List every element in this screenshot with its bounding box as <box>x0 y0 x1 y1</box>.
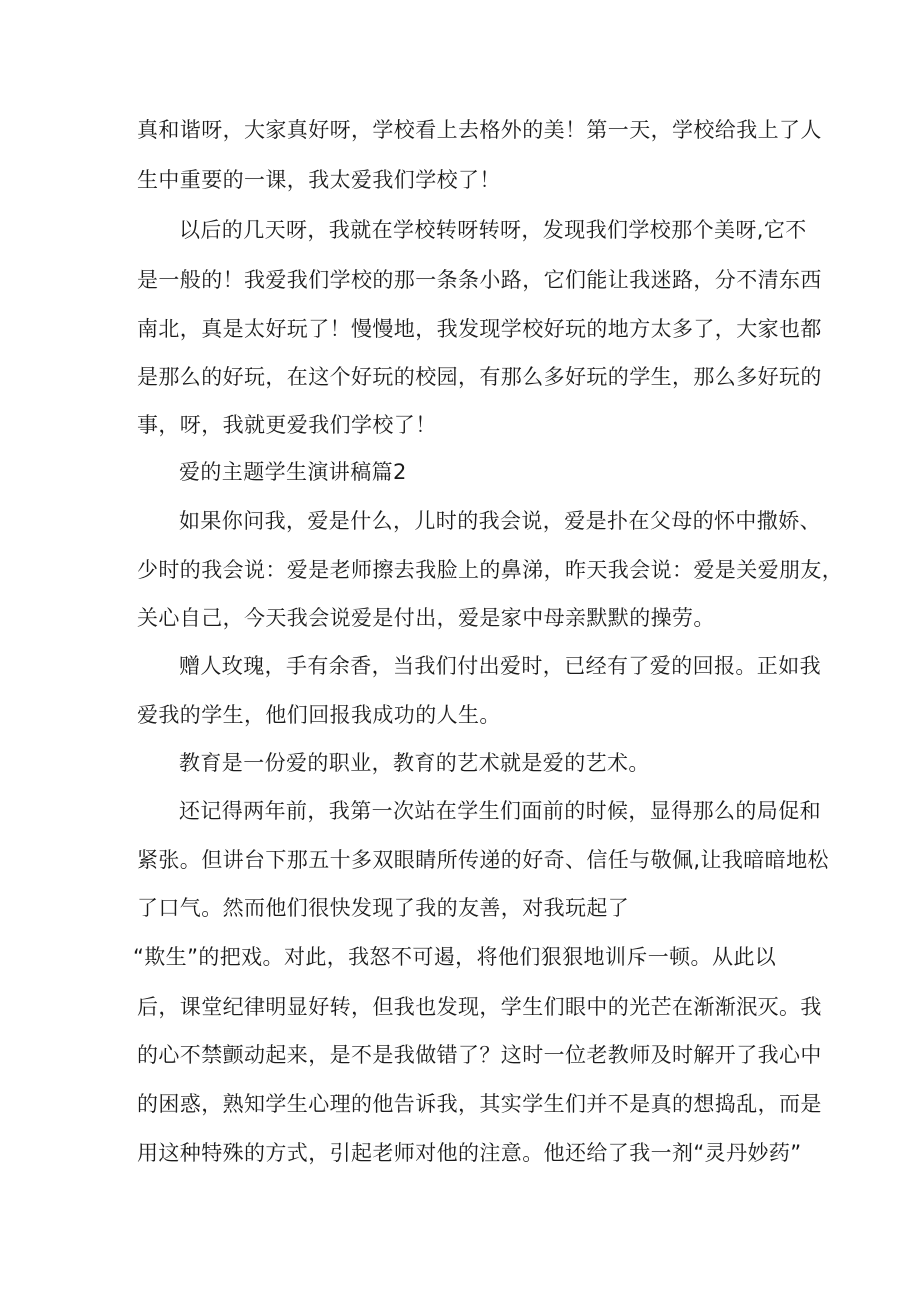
text-line: 用这种特殊的方式，引起老师对他的注意。他还给了我一剂“灵丹妙药” <box>137 1141 802 1165</box>
text-line: 紧张。但讲台下那五十多双眼睛所传递的好奇、信任与敬佩,让我暗暗地松 <box>137 848 829 872</box>
text-line: 关心自己，今天我会说爱是付出，爱是家中母亲默默的操劳。 <box>137 606 715 630</box>
text-line: 的心不禁颤动起来，是不是我做错了？这时一位老教师及时解开了我心中 <box>137 1043 822 1067</box>
text-line: 少时的我会说：爱是老师擦去我脸上的鼻涕，昨天我会说：爱是关爱朋友， <box>137 558 844 582</box>
text-line: 的困惑，熟知学生心理的他告诉我，其实学生们并不是真的想捣乱，而是 <box>137 1092 822 1116</box>
text-line: “欺生”的把戏。对此，我怒不可遏，将他们狠狠地训斥一顿。从此以 <box>133 945 777 969</box>
text-line: 事，呀，我就更爱我们学校了！ <box>137 413 437 437</box>
text-line: 生中重要的一课，我太爱我们学校了！ <box>137 168 501 192</box>
text-line: 爱我的学生，他们回报我成功的人生。 <box>137 703 501 727</box>
paragraph-start-line: 教育是一份爱的职业，教育的艺术就是爱的艺术。 <box>179 751 650 775</box>
section-heading: 爱的主题学生演讲稿篇2 <box>179 460 407 484</box>
text-line: 是那么的好玩，在这个好玩的校园，有那么多好玩的学生，那么多好玩的 <box>137 365 822 389</box>
text-line: 真和谐呀，大家真好呀，学校看上去格外的美！第一天，学校给我上了人 <box>137 118 822 142</box>
text-line: 是一般的！我爱我们学校的那一条条小路，它们能让我迷路，分不清东西 <box>137 268 822 292</box>
paragraph-start-line: 还记得两年前，我第一次站在学生们面前的时候，显得那么的局促和 <box>179 799 821 823</box>
text-line: 南北，真是太好玩了！慢慢地，我发现学校好玩的地方太多了，大家也都 <box>137 317 822 341</box>
paragraph-start-line: 赠人玫瑰，手有余香，当我们付出爱时，已经有了爱的回报。正如我 <box>179 654 821 678</box>
paragraph-start-line: 如果你问我，爱是什么，儿时的我会说，爱是扑在父母的怀中撒娇、 <box>179 509 821 533</box>
text-line: 后，课堂纪律明显好转，但我也发现，学生们眼中的光芒在渐渐泯灭。我 <box>137 995 822 1019</box>
text-line: 了口气。然而他们很快发现了我的友善，对我玩起了 <box>137 896 630 920</box>
paragraph-start-line: 以后的几天呀，我就在学校转呀转呀，发现我们学校那个美呀,它不 <box>179 218 807 242</box>
